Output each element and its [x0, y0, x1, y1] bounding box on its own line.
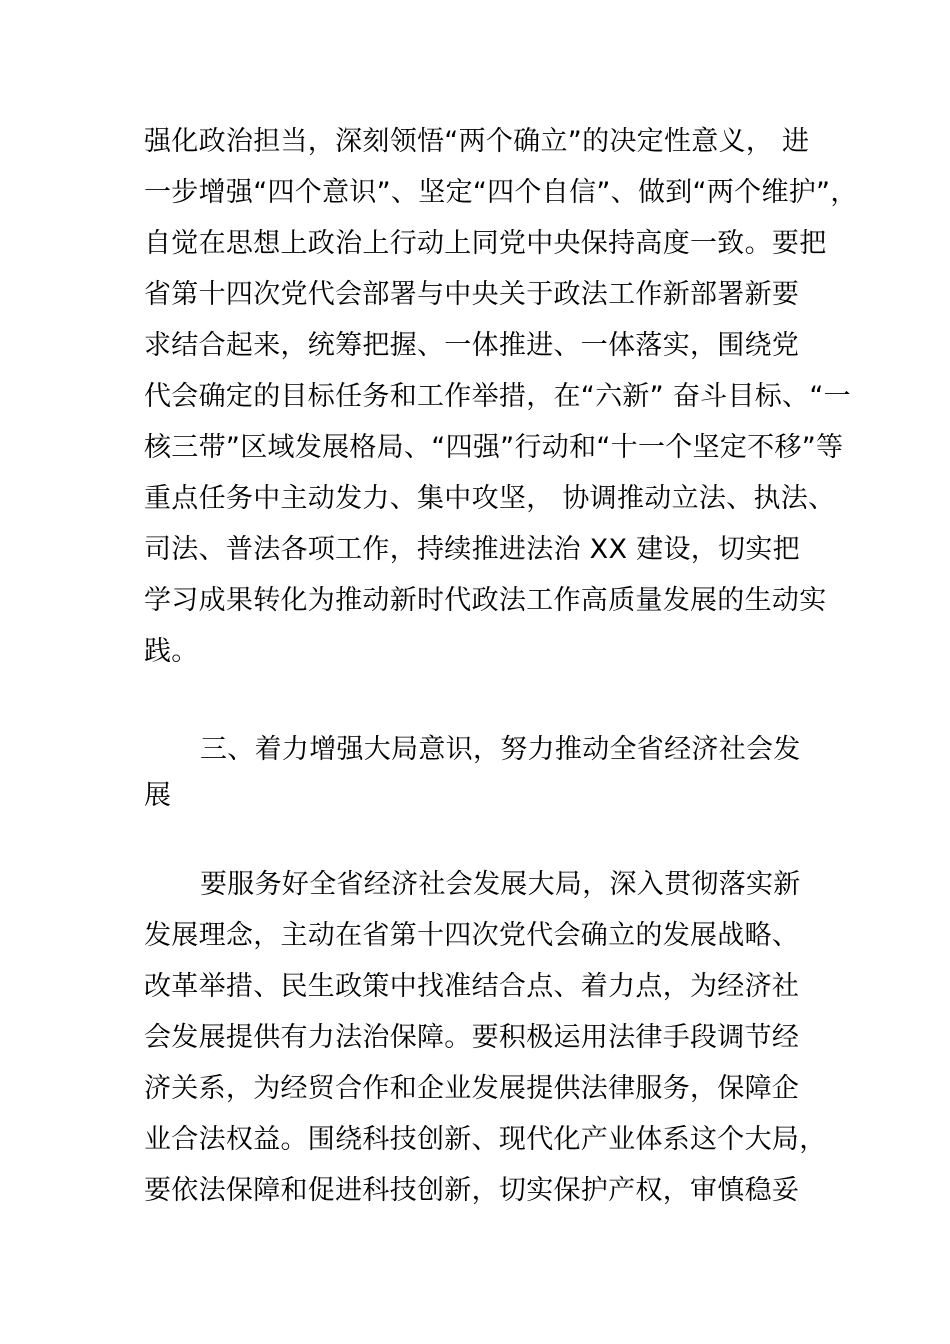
text-line: 会发展提供有力法治保障。要积极运用法律手段调节经 — [144, 1022, 800, 1053]
heading-line: 展 — [144, 780, 172, 811]
text-line: 业合法权益。围绕科技创新、现代化产业体系这个大局， — [144, 1124, 827, 1155]
text-line: 核三带”区域发展格局、“四强”行动和“十一个坚定不移”等 — [144, 432, 844, 463]
text-line: 强化政治担当，深刻领悟“两个确立”的决定性意义， 进 — [144, 126, 810, 157]
text-line: 改革举措、民生政策中找准结合点、着力点，为经济社 — [144, 971, 800, 1002]
text-line: 司法、普法各项工作，持续推进法治 XX 建设，切实把 — [144, 534, 800, 565]
text-line: 求结合起来，统筹把握、一体推进、一体落实，围绕党 — [144, 330, 800, 361]
text-line: 代会确定的目标任务和工作举措，在“六新” 奋斗目标、“一 — [144, 381, 851, 412]
text-line: 济关系，为经贸合作和企业发展提供法律服务，保障企 — [144, 1073, 800, 1104]
text-line: 重点任务中主动发力、集中攻坚， 协调推动立法、执法、 — [144, 483, 836, 514]
text-line: 要依法保障和促进科技创新，切实保护产权，审慎稳妥 — [144, 1175, 800, 1206]
text-line: 发展理念，主动在省第十四次党代会确立的发展战略、 — [144, 920, 800, 951]
text-line: 要服务好全省经济社会发展大局，深入贯彻落实新 — [200, 869, 801, 900]
heading-line: 三、着力增强大局意识，努力推动全省经济社会发 — [200, 734, 801, 765]
text-line: 学习成果转化为推动新时代政法工作高质量发展的生动实 — [144, 585, 827, 616]
text-line: 践。 — [144, 636, 199, 667]
text-line: 省第十四次党代会部署与中央关于政法工作新部署新要 — [144, 279, 800, 310]
text-line: 自觉在思想上政治上行动上同党中央保持高度一致。要把 — [144, 228, 827, 259]
text-line: 一步增强“四个意识”、坚定“四个自信”、做到“两个维护”， — [144, 177, 858, 208]
